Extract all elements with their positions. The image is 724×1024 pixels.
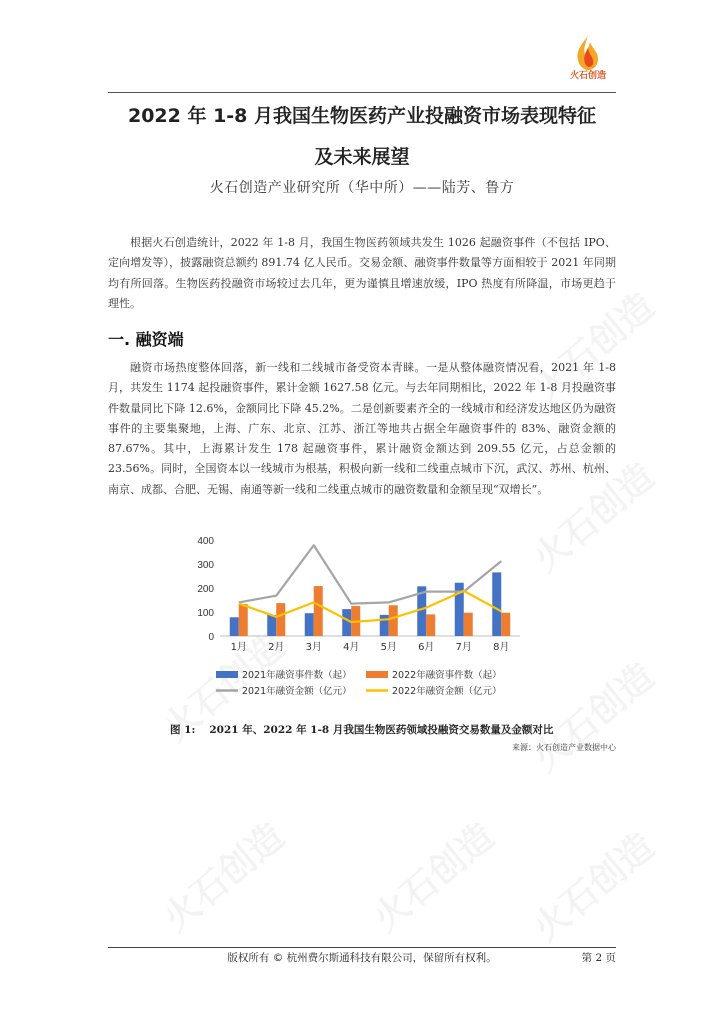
- watermark: [150, 810, 293, 942]
- x-tick-label: 8月: [493, 642, 510, 653]
- brand-logo-text: 火石创造: [569, 71, 606, 81]
- legend-label: 2022年融资事件数（起）: [392, 670, 502, 681]
- bar-2022: [464, 613, 473, 636]
- y-tick-label: 400: [197, 536, 214, 547]
- caption-text: 2021 年、2022 年 1-8 月我国生物医药领域投融资交易数量及金额对比: [209, 724, 554, 736]
- watermark: [360, 810, 503, 942]
- legend-swatch: [366, 671, 388, 678]
- bar-2021: [492, 572, 501, 636]
- bar-2021: [230, 617, 239, 636]
- figure-source: 来源：火石创造产业数据中心: [512, 743, 616, 752]
- bar-2022: [276, 603, 285, 636]
- page-title: 2022 年 1-8 月我国生物医药产业投融资市场表现特征: [127, 105, 597, 127]
- page-number: 第 2 页: [581, 952, 616, 964]
- y-tick-label: 0: [208, 632, 214, 643]
- header-divider: [108, 92, 616, 93]
- author-line: 火石创造产业研究所（华中所）——陆芳、鲁方: [209, 180, 515, 196]
- financing-paragraph: 融资市场热度整体回落，新一线和二线城市备受资本青睐。一是从整体融资情况看，2021 年 1-8 月，共发生 1174 起投融资事件，累计金额 1627.58 亿元。与去年同期相比，2022 年 1-8 月投融资事件数量同比下降 12.6%，金额同比下降 45.2%。二是创新要素齐全的一线城市和经济发达地区仍为融资事件的主要集聚地，上海、广东、北京、江苏、浙江等地共占据全年融资事件的 83%、融资金额的 87.67%。其中，上海累计发生 178 起融资事件，累计融资金额达到 209.55 亿元，占总金额的 23.56%。同时，全国资本以一线城市为根基，积极向新一线和二线重点城市下沉，武汉、苏州、杭州、南京、成都、合肥、无锡、南通等新一线和二线重点城市的融资数量和金额呈现“双增长”。: [108, 361, 616, 496]
- y-tick-label: 300: [197, 560, 214, 571]
- x-tick-label: 2月: [268, 642, 285, 653]
- watermark: [520, 820, 663, 952]
- page-title-line2: 及未来展望: [314, 146, 410, 168]
- section-heading: 一. 融资端: [108, 330, 184, 349]
- legend-label: 2021年融资事件数（起）: [242, 670, 352, 681]
- bar-2022: [314, 586, 323, 636]
- x-tick-label: 6月: [418, 642, 435, 653]
- x-tick-label: 5月: [380, 642, 397, 653]
- watermark: [520, 650, 663, 782]
- figure-caption: [170, 722, 590, 737]
- bar-2021: [267, 615, 276, 636]
- bar-2022: [501, 613, 510, 636]
- legend-label: 2022年融资金额（亿元）: [392, 686, 502, 697]
- footer-copyright: 版权所有 © 杭州费尔斯通科技有限公司，保留所有权利。: [227, 952, 497, 964]
- bar-2022: [426, 614, 435, 636]
- legend-swatch: [216, 671, 238, 678]
- bar-2021: [380, 615, 389, 636]
- x-tick-label: 4月: [343, 642, 360, 653]
- y-tick-label: 200: [197, 584, 214, 595]
- bar-2021: [305, 613, 314, 636]
- bar-2022: [389, 605, 398, 636]
- x-tick-label: 1月: [230, 642, 247, 653]
- legend-label: 2021年融资金额（亿元）: [242, 686, 352, 697]
- y-tick-label: 100: [197, 608, 214, 619]
- bar-2022: [239, 604, 248, 636]
- footer-divider: [108, 947, 616, 948]
- caption-label: 图 1:: [170, 724, 196, 736]
- intro-paragraph: 根据火石创造统计，2022 年 1-8 月，我国生物医药领域共发生 1026 起融资事件（不包括 IPO、定向增发等），披露融资总额约 891.74 亿人民币。交易金额、融资事件数量等方面相较于 2021 年同期均有所回落。生物医药投融资市场较过去几年，更为谨慎且增速放缓，IPO 热度有所降温，市场更趋于理性。: [108, 236, 616, 310]
- x-tick-label: 3月: [305, 642, 322, 653]
- x-tick-label: 7月: [455, 642, 472, 653]
- financing-chart: [190, 530, 530, 710]
